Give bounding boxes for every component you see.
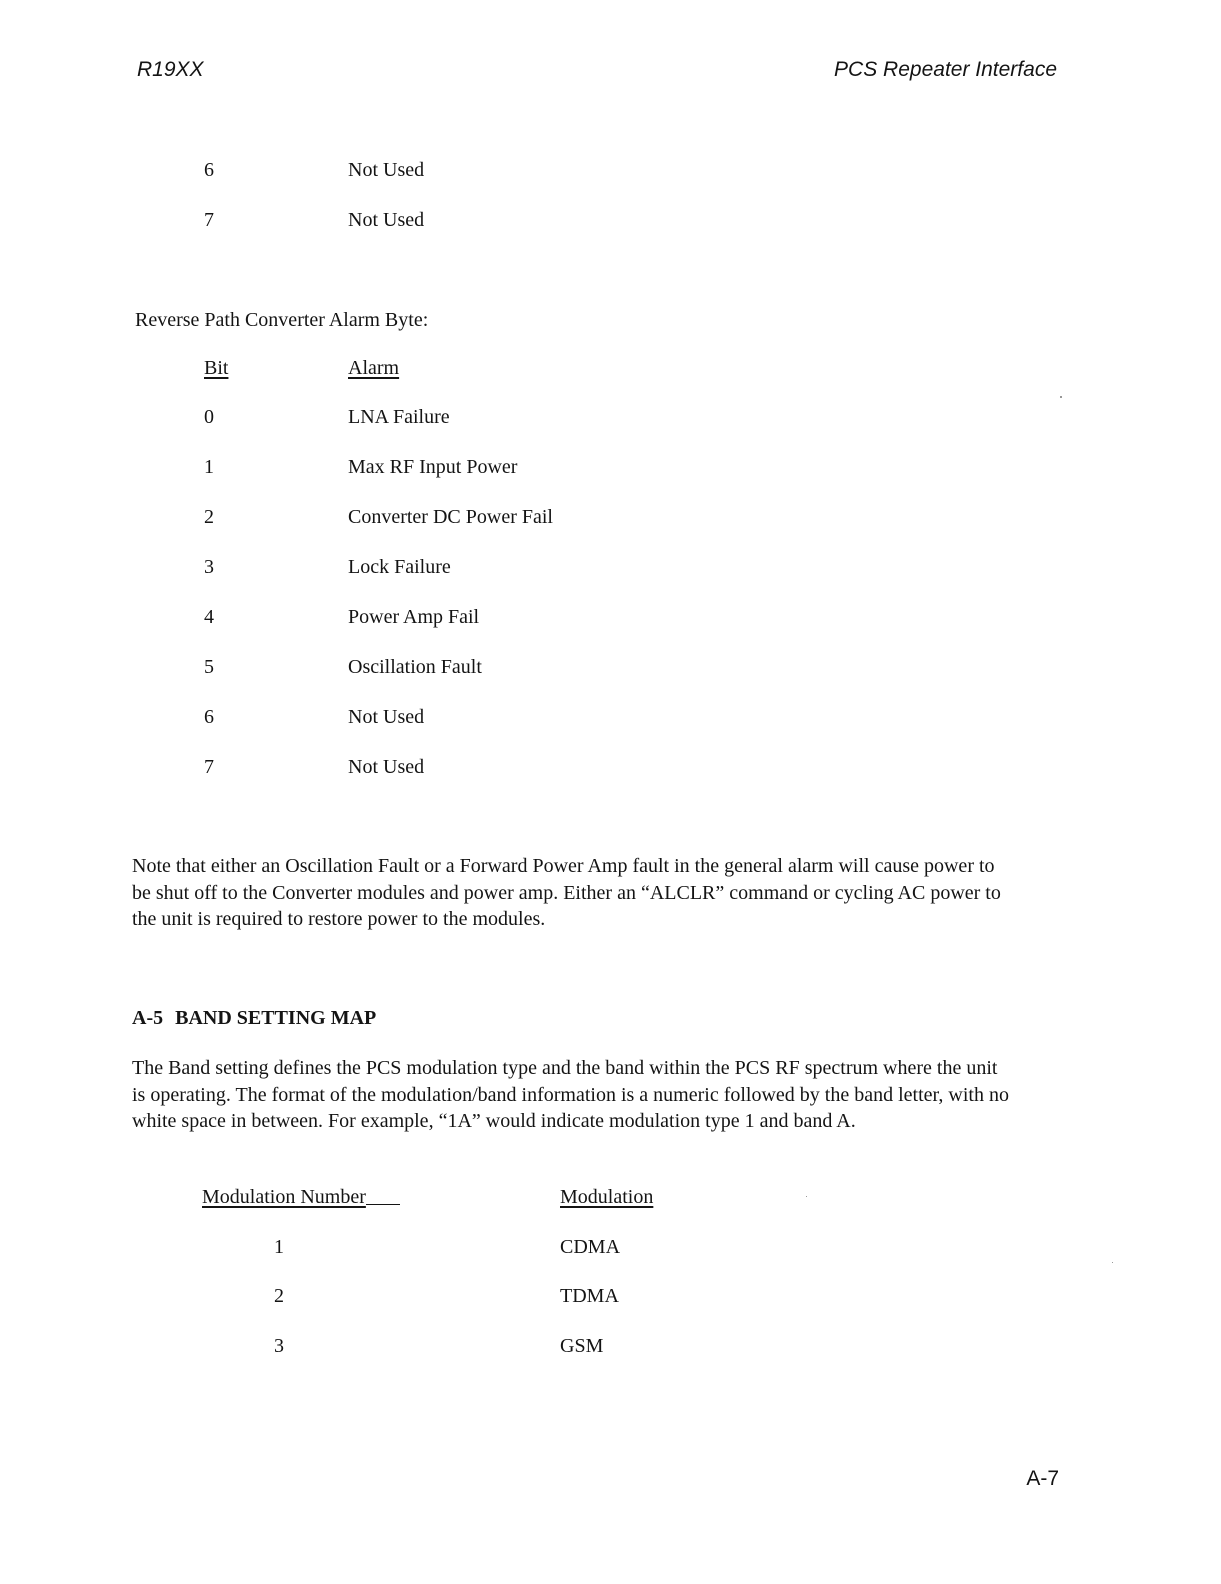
bit-number: 1 [204,456,214,478]
bit-number: 6 [204,159,214,181]
modulation-type: GSM [560,1335,604,1357]
alarm-name: Oscillation Fault [348,656,482,678]
scan-speck [1112,1262,1113,1263]
modulation-number: 2 [274,1285,284,1307]
alarm-name: Not Used [348,756,425,778]
alarm-name: Converter DC Power Fail [348,506,553,528]
note-paragraph: Note that either an Oscillation Fault or a Forward Power Amp fault in the general alarm will cause power to be shut off to the Converter modules and power amp. Either an “ALCLR” command or cycling AC power to the unit is required to restore power to the modules. [132,855,1001,930]
section-heading [132,1005,376,1031]
column-header-bit: Bit [204,357,229,379]
alarm-name: Power Amp Fail [348,606,480,628]
header-doc-id: R19XX [137,58,204,81]
reverse-alarm-caption: Reverse Path Converter Alarm Byte: [135,309,429,331]
page-number: A-7 [1026,1467,1059,1490]
bit-number: 3 [204,556,214,578]
modulation-type: CDMA [560,1236,621,1258]
column-header-alarm: Alarm [348,357,400,379]
table-row [202,1333,702,1359]
table-row [202,1234,702,1260]
section-number: A-5 [132,1007,164,1029]
modulation-type: TDMA [560,1285,619,1307]
bit-number: 4 [204,606,214,628]
modulation-number: 3 [274,1335,284,1357]
alarm-name: Not Used [348,209,425,231]
column-header-modulation-number: Modulation Number [202,1184,400,1210]
column-header-modulation: Modulation [560,1186,654,1208]
alarm-name: Lock Failure [348,556,451,578]
section-title: BAND SETTING MAP [175,1007,377,1029]
bit-number: 7 [204,209,214,231]
alarm-name: Not Used [348,706,425,728]
scan-speck [1060,396,1062,398]
scan-speck [806,1196,807,1197]
header-doc-title: PCS Repeater Interface [834,58,1057,81]
modulation-number: 1 [274,1236,284,1258]
table-row [202,1283,702,1309]
bit-number: 7 [204,756,214,778]
bit-number: 6 [204,706,214,728]
bit-number: 2 [204,506,214,528]
band-intro-paragraph: The Band setting defines the PCS modulation type and the band within the PCS RF spectrum where the unit is operating. The format of the modulation/band information is a numeric followed by the band letter, with no white space in between. For example, “1A” would indicate modulation type 1 and band A. [132,1057,1009,1132]
alarm-name: Not Used [348,159,425,181]
bit-number: 5 [204,656,214,678]
alarm-name: LNA Failure [348,406,450,428]
table-header-row [202,1184,702,1210]
alarm-name: Max RF Input Power [348,456,518,478]
bit-number: 0 [204,406,214,428]
